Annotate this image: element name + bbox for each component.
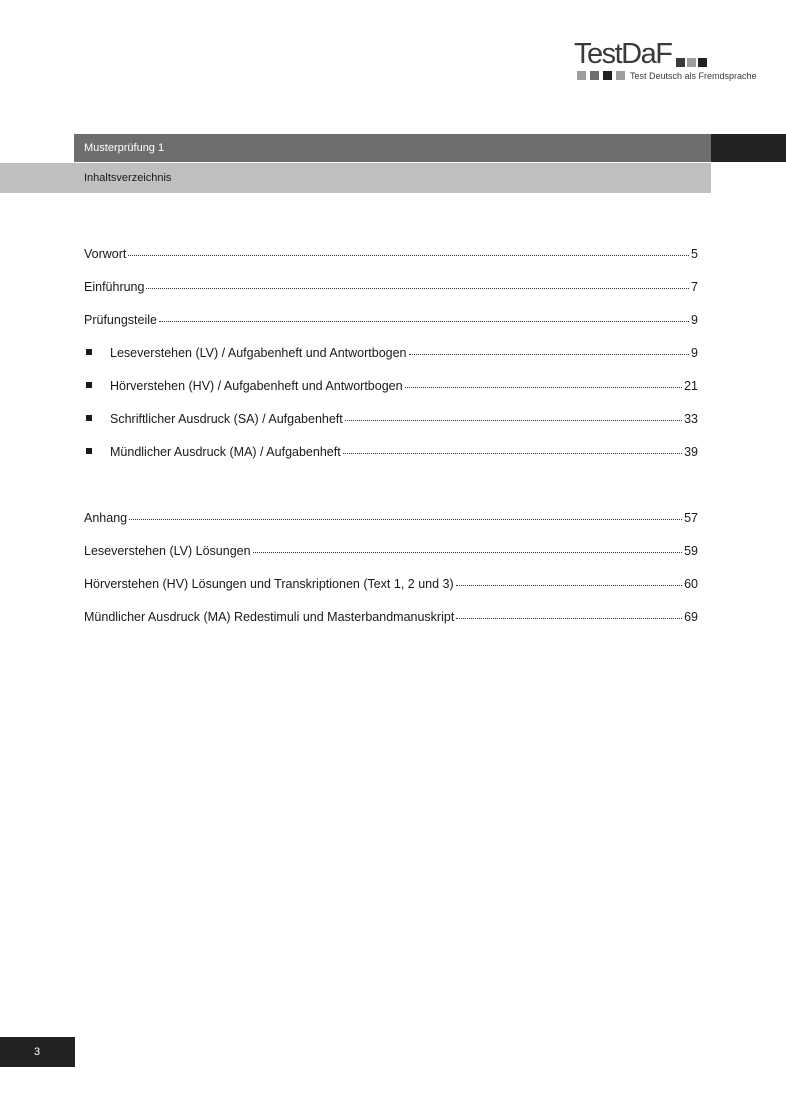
toc-entry-title: Einführung: [84, 280, 145, 294]
toc-entry-page: 5: [691, 247, 698, 261]
toc-entry-title: Hörverstehen (HV) Lösungen und Transkriptionen (Text 1, 2 und 3): [84, 577, 454, 591]
toc-entry[interactable]: [84, 541, 698, 561]
toc-entry[interactable]: [84, 343, 698, 363]
toc-leader-dots: [345, 419, 682, 421]
bullet-square-icon: [86, 349, 92, 355]
logo-square: [676, 58, 685, 67]
toc-entry[interactable]: [84, 409, 698, 429]
logo-square: [687, 58, 696, 67]
logo-wordmark: TestDaF: [574, 38, 672, 70]
toc-leader-dots: [128, 254, 689, 256]
toc-entry-title: Schriftlicher Ausdruck (SA) / Aufgabenheft: [110, 412, 343, 426]
toc-entry[interactable]: [84, 574, 698, 594]
toc-leader-dots: [456, 584, 682, 586]
toc-entry-page: 59: [684, 544, 698, 558]
logo-subtitle: Test Deutsch als Fremdsprache: [630, 71, 757, 81]
toc-entry-page: 39: [684, 445, 698, 459]
section-title-bar-accent: [711, 134, 786, 162]
toc-leader-dots: [146, 287, 689, 289]
section-subtitle-bar: [0, 163, 711, 193]
toc-entry[interactable]: [84, 244, 698, 264]
logo-square: [616, 71, 625, 80]
testdaf-logo: [574, 38, 764, 84]
section-title-bar: Musterprüfung 1: [74, 134, 711, 162]
toc-leader-dots: [253, 551, 683, 553]
toc-entry[interactable]: [84, 310, 698, 330]
toc-leader-dots: [129, 518, 682, 520]
toc-entry-page: 21: [684, 379, 698, 393]
toc-entry[interactable]: [84, 277, 698, 297]
logo-square: [577, 71, 586, 80]
toc-leader-dots: [405, 386, 683, 388]
toc-entry[interactable]: [84, 508, 698, 528]
toc-leader-dots: [456, 617, 682, 619]
toc-entry-page: 60: [684, 577, 698, 591]
toc-entry-page: 69: [684, 610, 698, 624]
toc-leader-dots: [159, 320, 689, 322]
toc-entry-title: Vorwort: [84, 247, 127, 261]
toc-entry-title: Mündlicher Ausdruck (MA) Redestimuli und Masterbandmanuskript: [84, 610, 455, 624]
page-number: 3: [0, 1037, 75, 1067]
bullet-square-icon: [86, 448, 92, 454]
toc-entry-title: Hörverstehen (HV) / Aufgabenheft und Antwortbogen: [110, 379, 403, 393]
toc-leader-dots: [343, 452, 682, 454]
toc-entry-page: 57: [684, 511, 698, 525]
toc-entry-title: Leseverstehen (LV) Lösungen: [84, 544, 251, 558]
bullet-square-icon: [86, 382, 92, 388]
toc-entry-title: Anhang: [84, 511, 128, 525]
toc-entry-page: 33: [684, 412, 698, 426]
toc-entry-page: 9: [691, 346, 698, 360]
logo-square: [603, 71, 612, 80]
toc-entry[interactable]: [84, 376, 698, 396]
toc-entry-page: 9: [691, 313, 698, 327]
logo-square: [590, 71, 599, 80]
toc-entry[interactable]: [84, 607, 698, 627]
toc-entry-title: Prüfungsteile: [84, 313, 157, 327]
toc-entry-page: 7: [691, 280, 698, 294]
section-subtitle: Inhaltsverzeichnis: [84, 172, 172, 184]
bullet-square-icon: [86, 415, 92, 421]
toc-leader-dots: [409, 353, 690, 355]
toc-entry-title: Mündlicher Ausdruck (MA) / Aufgabenheft: [110, 445, 341, 459]
toc-entry[interactable]: [84, 442, 698, 462]
toc-entry-title: Leseverstehen (LV) / Aufgabenheft und Antwortbogen: [110, 346, 407, 360]
logo-square: [698, 58, 707, 67]
